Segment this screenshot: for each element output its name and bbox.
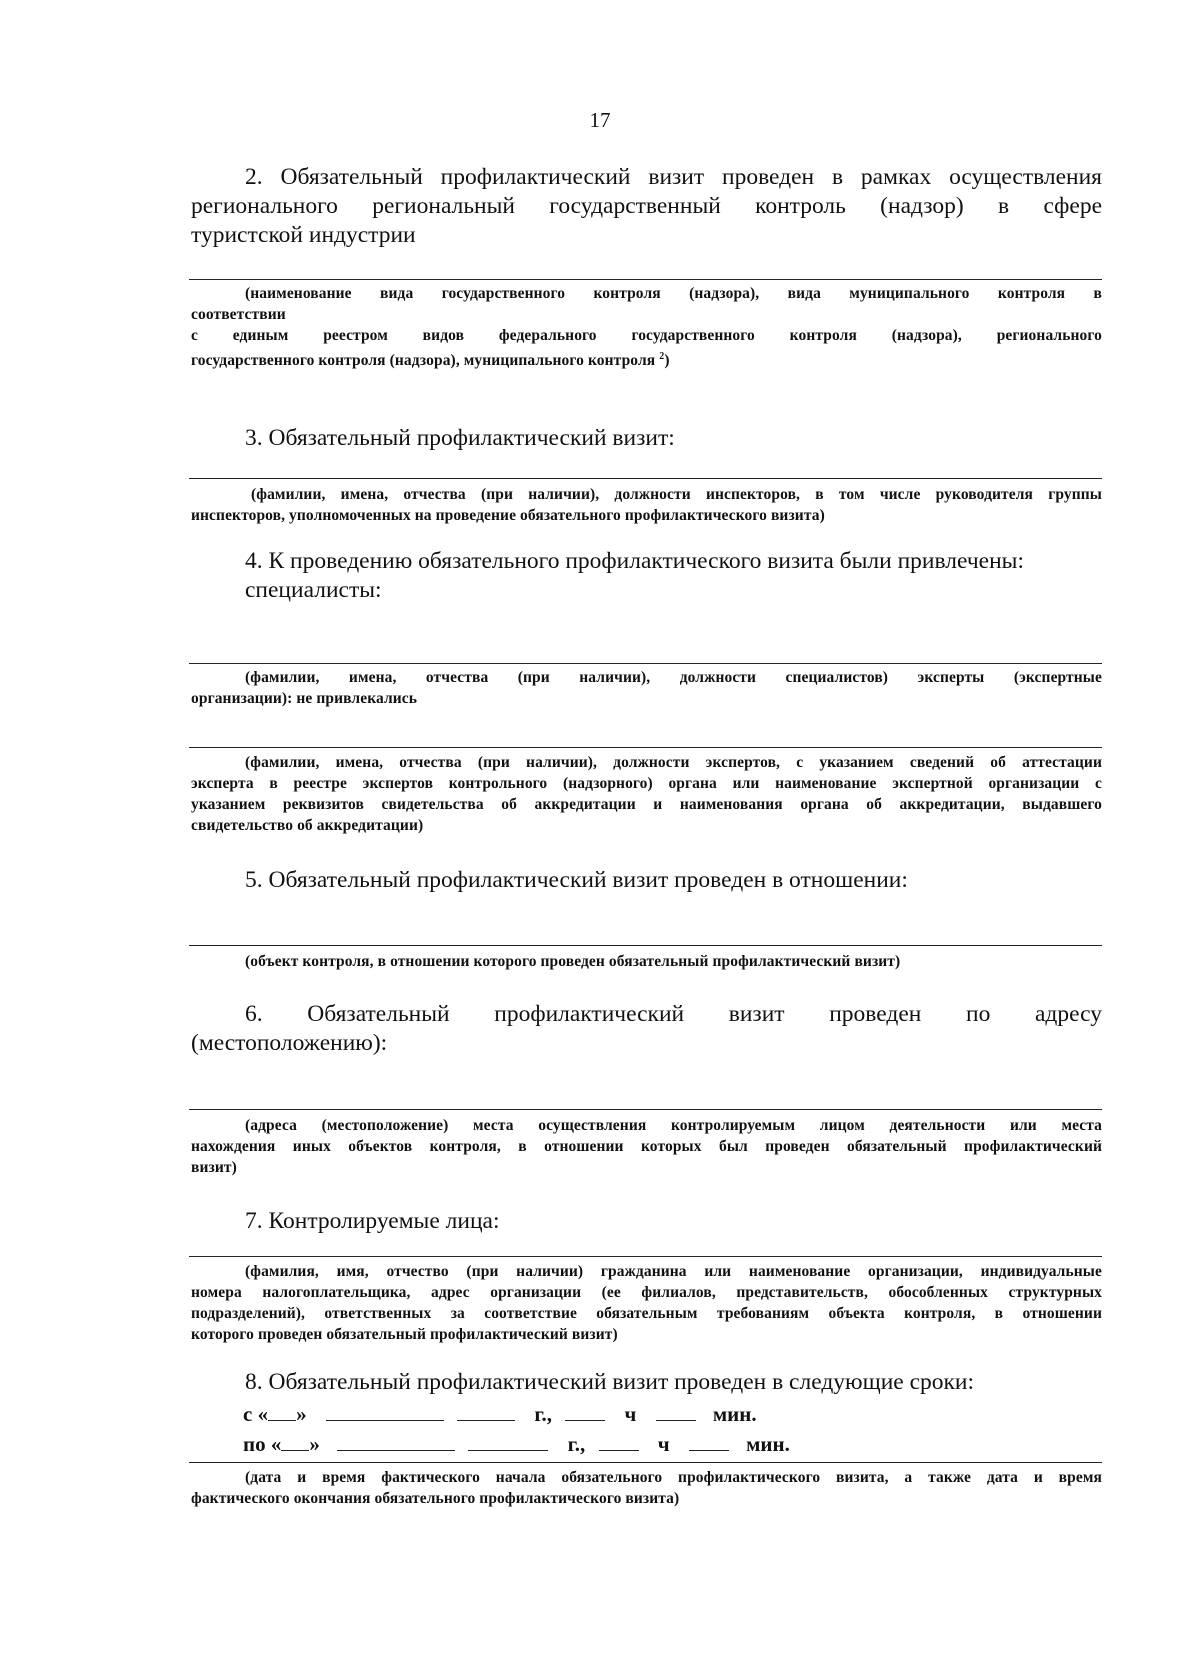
- from-minute-field[interactable]: [656, 1402, 696, 1421]
- to-quote-close: »: [309, 1432, 320, 1456]
- from-hour-label: ч: [624, 1402, 637, 1426]
- experts-caption-line-4: свидетельство об аккредитации): [191, 817, 424, 834]
- section-2-line-1: 2. Обязательный профилактический визит проведен в рамках осуществления: [245, 164, 1102, 190]
- page-number: 17: [589, 108, 611, 132]
- from-hour-field[interactable]: [565, 1402, 605, 1421]
- section-2-heading: [191, 163, 1102, 250]
- from-year-field[interactable]: [457, 1402, 515, 1421]
- section-3-caption-line-2: инспекторов, уполномоченных на проведение обязательного профилактического визита): [191, 507, 825, 524]
- experts-caption-line-2: эксперта в реестре экспертов контрольного (надзорного) органа или наименование экспертной организации с: [191, 775, 1102, 792]
- to-month-field[interactable]: [337, 1432, 455, 1451]
- experts-underline[interactable]: [189, 747, 1102, 748]
- section-6-underline[interactable]: [189, 1109, 1102, 1110]
- to-day-field[interactable]: [281, 1432, 309, 1451]
- from-year-label: г.,: [534, 1402, 552, 1426]
- section-6-caption-line-1: (адреса (местоположение) места осуществления контролируемым лицом деятельности или места: [245, 1117, 1102, 1134]
- section-7-underline[interactable]: [189, 1256, 1102, 1257]
- section-7-caption-line-4: которого проведен обязательный профилактический визит): [191, 1326, 618, 1343]
- section-3-caption: [191, 484, 1102, 526]
- section-6-caption-line-3: визит): [191, 1159, 237, 1176]
- experts-caption-line-1: (фамилии, имена, отчества (при наличии), должности экспертов, с указанием сведений об аттестации: [245, 754, 1102, 771]
- section-7-caption: [191, 1261, 1102, 1345]
- section-6-heading-line-1: 6. Обязательный профилактический визит проведен по адресу: [245, 1001, 1102, 1027]
- section-8-caption-line-1: (дата и время фактического начала обязательного профилактического визита, а также дата и время: [245, 1469, 1102, 1486]
- from-minute-label: мин.: [712, 1402, 757, 1426]
- section-3-heading: 3. Обязательный профилактический визит:: [245, 425, 675, 451]
- experts-caption-line-3: указанием реквизитов свидетельства об аккредитации и наименования органа об аккредитации, выдавшего: [191, 796, 1102, 813]
- date-to-row: [243, 1432, 790, 1457]
- section-7-caption-line-3: подразделений), ответственных за соответствие обязательным требованиям объекта контроля, в отношении: [191, 1305, 1102, 1322]
- section-2-line-2: регионального региональный государственный контроль (надзор) в сфере: [191, 193, 1102, 219]
- specialists-caption: [191, 667, 1102, 709]
- section-2-caption-line-1: (наименование вида государственного контроля (надзора), вида муниципального контроля в: [245, 285, 1102, 302]
- specialists-caption-line-1: (фамилии, имена, отчества (при наличии), должности специалистов) эксперты (экспертные: [245, 669, 1102, 686]
- section-8-caption: [191, 1467, 1102, 1509]
- section-7-heading: 7. Контролируемые лица:: [245, 1208, 500, 1234]
- section-2-underline[interactable]: [189, 279, 1102, 280]
- to-year-field[interactable]: [468, 1432, 548, 1451]
- section-5-underline[interactable]: [189, 945, 1102, 946]
- experts-caption: [191, 752, 1102, 836]
- to-hour-label: ч: [657, 1432, 670, 1456]
- section-4-heading-line-2: специалисты:: [245, 577, 382, 603]
- from-prefix: с «: [243, 1402, 269, 1426]
- section-2-line-3: туристской индустрии: [191, 222, 416, 248]
- section-8-caption-line-2: фактического окончания обязательного профилактического визита): [191, 1490, 680, 1507]
- to-hour-field[interactable]: [599, 1432, 639, 1451]
- section-6-heading-line-2: (местоположению):: [191, 1030, 388, 1056]
- specialists-underline[interactable]: [189, 663, 1102, 664]
- section-2-caption-line-4: [191, 346, 1102, 371]
- section-6-caption-line-2: нахождения иных объектов контроля, в отношении которых был проведен обязательный профилактический: [191, 1138, 1102, 1155]
- section-4-heading: [191, 547, 1102, 605]
- footnote-mark: 2: [659, 351, 665, 362]
- specialists-caption-line-2: организации): не привлекались: [191, 690, 418, 707]
- from-day-field[interactable]: [268, 1402, 296, 1421]
- section-7-caption-line-1: (фамилия, имя, отчество (при наличии) гражданина или наименование организации, индивидуальные: [245, 1263, 1102, 1280]
- section-2-caption: [191, 283, 1102, 371]
- to-minute-label: мин.: [746, 1432, 790, 1456]
- section-2-caption-line-3: с единым реестром видов федерального государственного контроля (надзора), регионального: [191, 327, 1102, 344]
- section-6-caption: [191, 1115, 1102, 1178]
- section-5-caption: (объект контроля, в отношении которого проведен обязательный профилактический визит): [245, 953, 901, 970]
- to-minute-field[interactable]: [689, 1432, 729, 1451]
- section-2-caption-line-4-text: государственного контроля (надзора), муниципального контроля: [191, 352, 656, 370]
- section-8-underline[interactable]: [189, 1462, 1102, 1463]
- date-from-row: [243, 1402, 757, 1427]
- section-2-caption-close: ): [664, 352, 670, 370]
- section-4-heading-line-1: 4. К проведению обязательного профилактического визита были привлечены:: [245, 548, 1024, 574]
- from-quote-close: »: [296, 1402, 307, 1426]
- from-month-field[interactable]: [326, 1402, 444, 1421]
- to-prefix: по «: [243, 1432, 282, 1456]
- to-year-label: г.,: [567, 1432, 586, 1456]
- section-8-heading: 8. Обязательный профилактический визит проведен в следующие сроки:: [245, 1369, 975, 1395]
- section-2-caption-line-2: соответствии: [191, 306, 286, 323]
- section-3-underline[interactable]: [189, 478, 1102, 479]
- section-7-caption-line-2: номера налогоплательщика, адрес организации (ее филиалов, представительств, обособленных структурных: [191, 1284, 1102, 1301]
- section-6-heading: [191, 1000, 1102, 1058]
- section-5-heading: 5. Обязательный профилактический визит проведен в отношении:: [245, 867, 908, 893]
- section-3-caption-line-1: (фамилии, имена, отчества (при наличии), должности инспекторов, в том числе руководителя группы: [251, 486, 1102, 503]
